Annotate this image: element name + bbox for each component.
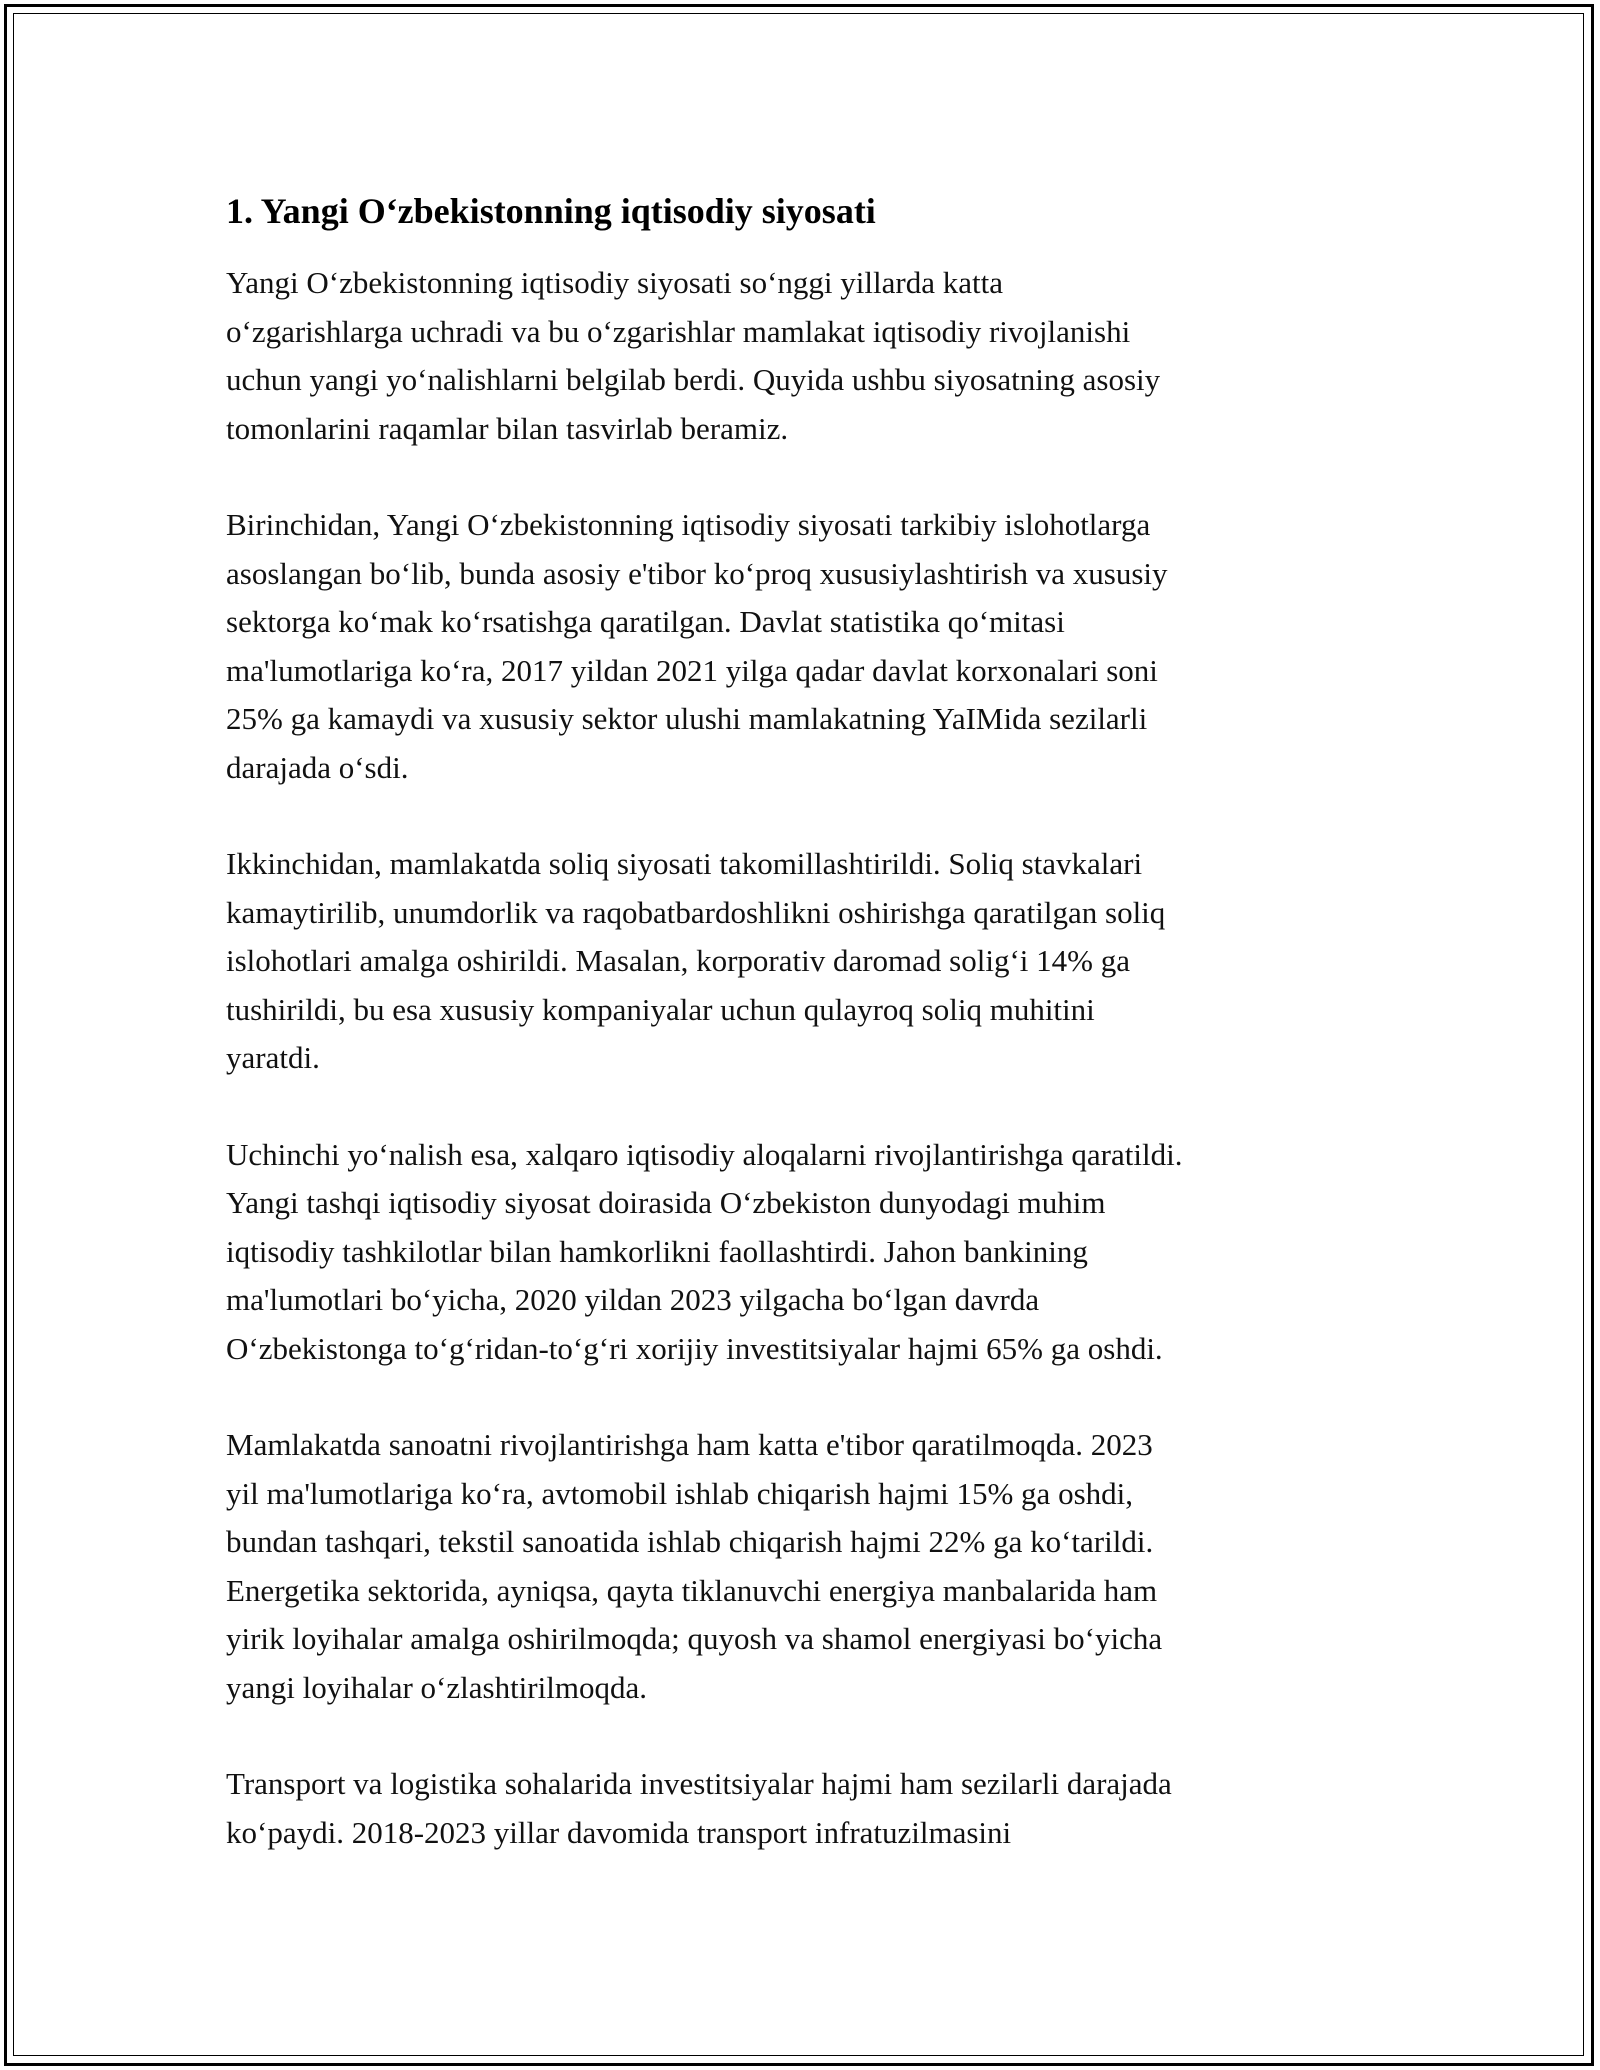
section-heading: 1. Yangi O‘zbekistonning iqtisodiy siyosati	[226, 191, 876, 231]
text-line: ma'lumotlariga ko‘ra, 2017 yildan 2021 yilga qadar davlat korxonalari soni	[226, 652, 1158, 688]
text-line: ma'lumotlari bo‘yicha, 2020 yildan 2023 yilgacha bo‘lgan davrda	[226, 1282, 1040, 1317]
text-line: Energetika sektorida, ayniqsa, qayta tiklanuvchi energiya manbalarida ham	[226, 1572, 1158, 1608]
text-line: yangi loyihalar o‘zlashtirilmoqda.	[226, 1669, 647, 1705]
text-line: Ikkinchidan, mamlakatda soliq siyosati takomillashtirildi. Soliq stavkalari	[226, 846, 1143, 881]
text-line: Yangi O‘zbekistonning iqtisodiy siyosati so‘nggi yillarda katta	[226, 265, 1003, 300]
text-line: Uchinchi yo‘nalish esa, xalqaro iqtisodiy aloqalarni rivojlantirishga qaratildi.	[226, 1136, 1183, 1172]
text-line: asoslangan bo‘lib, bunda asosiy e'tibor ko‘proq xususiylashtirish va xususiy	[226, 555, 1168, 591]
text-line: o‘zgarishlarga uchradi va bu o‘zgarishlar mamlakat iqtisodiy rivojlanishi	[226, 313, 1131, 349]
paragraph-fifth	[226, 1760, 1386, 1857]
paragraph-fourth	[226, 1421, 1386, 1712]
text-line: 25% ga kamaydi va xususiy sektor ulushi mamlakatning YaIMida sezilarli	[226, 701, 1148, 736]
paragraph-intro	[226, 259, 1386, 453]
text-line: Yangi tashqi iqtisodiy siyosat doirasida O‘zbekiston dunyodagi muhim	[226, 1185, 1106, 1220]
text-line: bundan tashqari, tekstil sanoatida ishlab chiqarish hajmi 22% ga ko‘tarildi.	[226, 1524, 1154, 1559]
text-line: tomonlarini raqamlar bilan tasvirlab beramiz.	[226, 410, 789, 446]
text-line: yaratdi.	[226, 1040, 320, 1075]
paragraph-third	[226, 1131, 1386, 1374]
text-line: uchun yangi yo‘nalishlarni belgilab berdi. Quyida ushbu siyosatning asosiy	[226, 362, 1161, 397]
paragraph-first	[226, 501, 1386, 792]
text-line: Mamlakatda sanoatni rivojlantirishga ham katta e'tibor qaratilmoqda. 2023	[226, 1427, 1153, 1462]
text-line: kamaytirilib, unumdorlik va raqobatbardoshlikni oshirishga qaratilgan soliq	[226, 894, 1166, 930]
text-line: tushirildi, bu esa xususiy kompaniyalar uchun qulayroq soliq muhitini	[226, 991, 1095, 1027]
text-line: iqtisodiy tashkilotlar bilan hamkorlikni faollashtirdi. Jahon bankining	[226, 1233, 1088, 1269]
text-line: darajada o‘sdi.	[226, 749, 409, 785]
text-line: Birinchidan, Yangi O‘zbekistonning iqtisodiy siyosati tarkibiy islohotlarga	[226, 507, 1151, 542]
text-line: yil ma'lumotlariga ko‘ra, avtomobil ishlab chiqarish hajmi 15% ga oshdi,	[226, 1475, 1133, 1511]
text-line: Transport va logistika sohalarida investitsiyalar hajmi ham sezilarli darajada	[226, 1766, 1172, 1801]
text-line: O‘zbekistonga to‘g‘ridan-to‘g‘ri xorijiy investitsiyalar hajmi 65% ga oshdi.	[226, 1330, 1163, 1366]
text-line: yirik loyihalar amalga oshirilmoqda; quyosh va shamol energiyasi bo‘yicha	[226, 1621, 1163, 1656]
text-line: ko‘paydi. 2018-2023 yillar davomida transport infratuzilmasini	[226, 1814, 1012, 1850]
text-line: islohotlari amalga oshirildi. Masalan, korporativ daromad solig‘i 14% ga	[226, 943, 1130, 978]
text-line: sektorga ko‘mak ko‘rsatishga qaratilgan. Davlat statistika qo‘mitasi	[226, 604, 1065, 639]
document-body	[226, 189, 1386, 1905]
paragraph-second	[226, 840, 1386, 1083]
